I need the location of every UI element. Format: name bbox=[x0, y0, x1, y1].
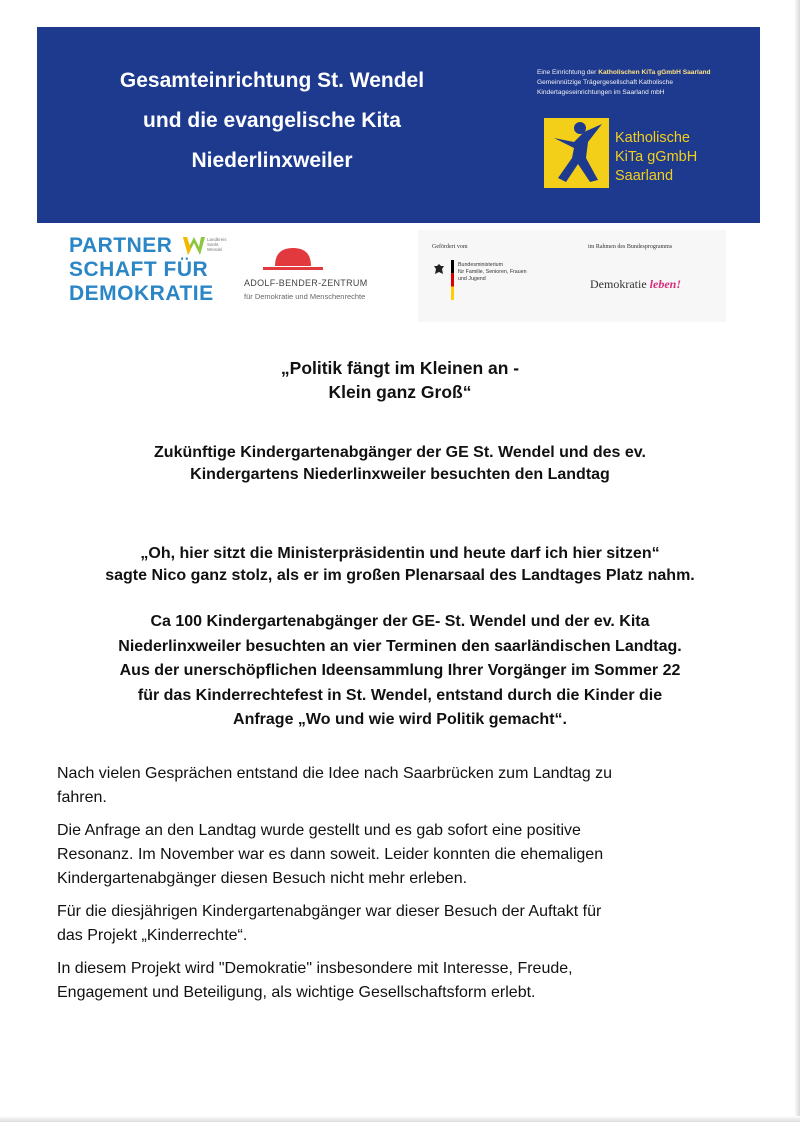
landkreis-line: Landkreis bbox=[207, 237, 227, 242]
title-line: Klein ganz Groß“ bbox=[328, 382, 472, 402]
ktk-name-line: Saarland bbox=[615, 168, 674, 184]
subtitle-line: Kindergartens Niederlinxweiler besuchten den Landtag bbox=[190, 466, 610, 483]
landkreis-line: Sankt bbox=[207, 242, 219, 247]
demokratie-word: Demokratie bbox=[590, 277, 647, 291]
article-intro bbox=[0, 610, 800, 733]
page-bottom-shadow bbox=[0, 1116, 800, 1122]
bender-dome-icon bbox=[241, 240, 401, 280]
body-line: fahren. bbox=[57, 789, 107, 806]
intro-line: Anfrage „Wo und wie wird Politik gemacht“. bbox=[233, 711, 567, 728]
article-subtitle bbox=[0, 442, 800, 486]
banner-title bbox=[37, 61, 507, 181]
landkreis-line: Wendel bbox=[207, 247, 223, 252]
body-line: Resonanz. Im November war es dann soweit. Leider konnten die ehemaligen bbox=[57, 846, 604, 863]
body-line: Engagement und Beteiligung, als wichtige Gesellschaftsform erlebt. bbox=[57, 984, 536, 1001]
body-line: In diesem Projekt wird "Demokratie" insbesondere mit Interesse, Freude, bbox=[57, 960, 573, 977]
funding-logos bbox=[418, 230, 726, 322]
header-banner bbox=[37, 27, 760, 223]
ktk-name-line: Katholische bbox=[615, 130, 690, 146]
article-body bbox=[57, 762, 757, 1014]
ktk-name-line: KiTa gGmbH bbox=[615, 149, 698, 165]
ministry-name bbox=[458, 262, 527, 283]
rahmen-label: im Rahmen des Bundesprogramms bbox=[588, 244, 673, 250]
federal-eagle-icon bbox=[433, 263, 445, 276]
landkreis-w-icon bbox=[182, 235, 206, 257]
body-line: Für die diesjährigen Kindergartenabgänger war dieser Besuch der Auftakt für bbox=[57, 903, 602, 920]
intro-line: Aus der unerschöpflichen Ideensammlung Ihrer Vorgänger im Sommer 22 bbox=[119, 662, 681, 679]
bender-subtitle: für Demokratie und Menschenrechte bbox=[244, 292, 366, 301]
article-title bbox=[0, 356, 800, 404]
ktk-figure-logo-icon bbox=[544, 118, 609, 188]
ministry-line: für Familie, Senioren, Frauen bbox=[458, 269, 527, 275]
ktk-desc-line: Kindertageseinrichtungen im Saarland mbH bbox=[537, 89, 665, 96]
bender-zentrum-logo bbox=[241, 240, 401, 310]
partnerschaft-logo bbox=[66, 225, 236, 315]
body-paragraph bbox=[57, 762, 757, 810]
ktk-desc-bold: Katholischen KiTa gGmbH Saarland bbox=[598, 69, 711, 76]
body-paragraph bbox=[57, 957, 757, 1005]
banner-title-line: Gesamteinrichtung St. Wendel bbox=[119, 69, 425, 92]
ministry-line: und Jugend bbox=[458, 276, 486, 282]
body-paragraph bbox=[57, 819, 757, 891]
ktk-desc-line: Gemeinnützige Trägergesellschaft Katholische bbox=[537, 79, 673, 86]
ktk-description bbox=[537, 68, 752, 98]
landkreis-label bbox=[207, 237, 227, 252]
body-line: Nach vielen Gesprächen entstand die Idee nach Saarbrücken zum Landtag zu bbox=[57, 765, 613, 782]
body-line: Kindergartenabgänger diesen Besuch nicht mehr erleben. bbox=[57, 870, 468, 887]
quote-line: sagte Nico ganz stolz, als er im großen Plenarsaal des Landtages Platz nahm. bbox=[105, 567, 695, 584]
intro-line: Niederlinxweiler besuchten an vier Terminen den saarländischen Landtag. bbox=[118, 637, 682, 655]
partner-line: PARTNER bbox=[69, 234, 173, 257]
banner-title-line: und die evangelische Kita bbox=[143, 109, 401, 132]
body-line: Die Anfrage an den Landtag wurde gestellt und es gab sofort eine positive bbox=[57, 822, 581, 839]
ktk-desc-prefix: Eine Einrichtung der bbox=[537, 69, 599, 76]
subtitle-line: Zukünftige Kindergartenabgänger der GE St. Wendel und des ev. bbox=[154, 444, 646, 461]
partner-line: SCHAFT FÜR bbox=[69, 258, 209, 281]
demokratie-leben-logo bbox=[590, 277, 681, 292]
article-quote bbox=[0, 543, 800, 587]
leben-word: leben! bbox=[649, 277, 681, 291]
intro-line: Ca 100 Kindergartenabgänger der GE- St. Wendel und der ev. Kita bbox=[150, 613, 650, 630]
german-flag-icon bbox=[451, 260, 454, 300]
ktk-name bbox=[615, 129, 697, 186]
title-line: „Politik fängt im Kleinen an - bbox=[280, 358, 520, 378]
body-paragraph bbox=[57, 900, 757, 948]
bender-name: ADOLF-BENDER-ZENTRUM bbox=[244, 278, 368, 288]
partner-line: DEMOKRATIE bbox=[69, 282, 214, 305]
quote-line: „Oh, hier sitzt die Ministerpräsidentin und heute darf ich hier sitzen“ bbox=[140, 545, 660, 562]
body-line: das Projekt „Kinderrechte“. bbox=[57, 927, 248, 944]
intro-line: für das Kinderrechtefest in St. Wendel, entstand durch die Kinder die bbox=[137, 686, 663, 704]
ministry-line: Bundesministerium bbox=[458, 262, 504, 268]
banner-title-line: Niederlinxweiler bbox=[191, 149, 353, 172]
gefoerdert-label: Gefördert vom bbox=[432, 244, 468, 250]
